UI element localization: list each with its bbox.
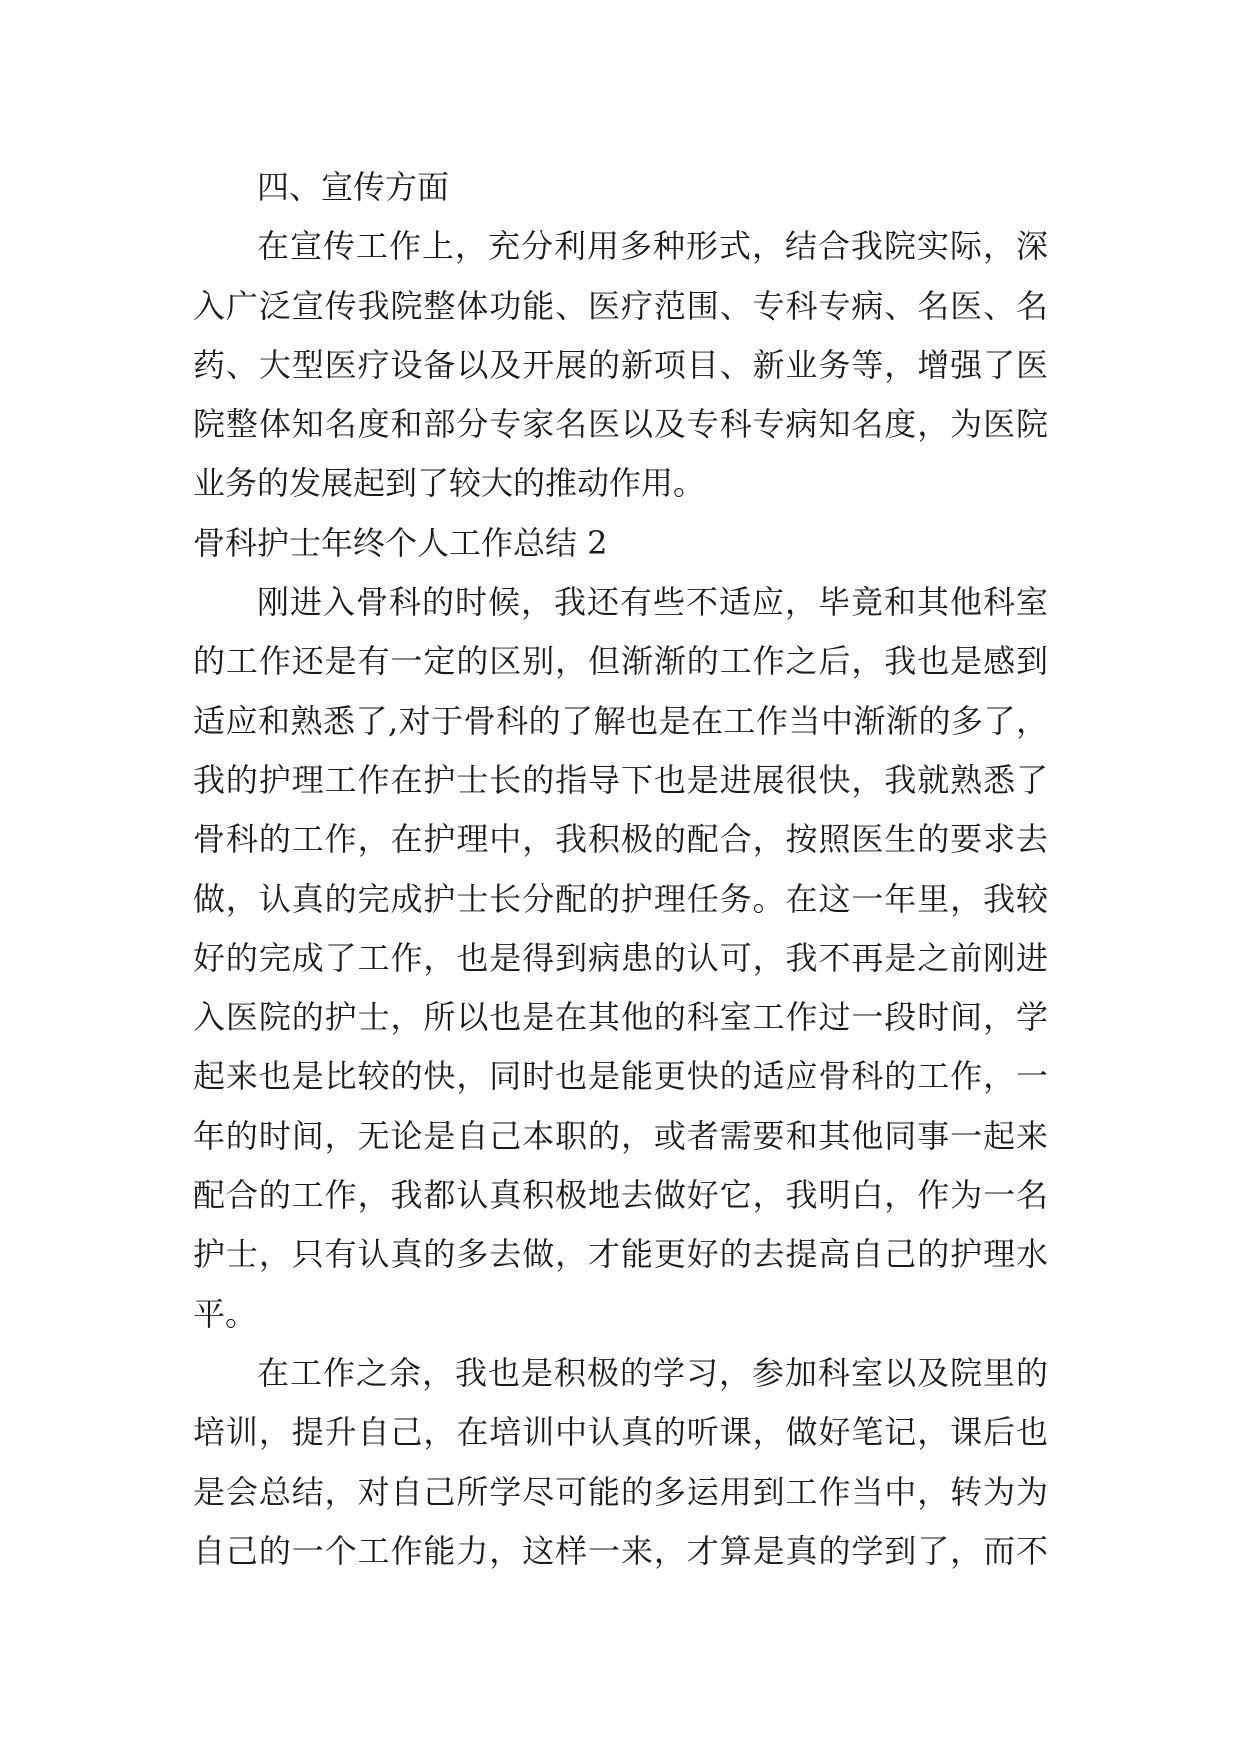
paragraph-line: 的工作还是有一定的区别，但渐渐的工作之后，我也是感到 [193,642,1048,681]
paragraph-line: 院整体知名度和部分专家名医以及专科专病知名度，为医院 [193,405,1048,444]
paragraph-line: 业务的发展起到了较大的推动作用。 [193,464,706,503]
paragraph-line: 刚进入骨科的时候，我还有些不适应，毕竟和其他科室 [257,583,1048,622]
paragraph-line: 药、大型医疗设备以及开展的新项目、新业务等，增强了医 [193,345,1048,384]
paragraph-line: 平。 [193,1294,258,1333]
section-heading: 四、宣传方面 [257,168,450,206]
document-page [193,158,1048,1581]
paragraph-line: 自己的一个工作能力，这样一来，才算是真的学到了，而不 [193,1531,1048,1570]
paragraph-line: 是会总结，对自己所学尽可能的多运用到工作当中，转为为 [193,1472,1048,1511]
paragraph-line: 我的护理工作在护士长的指导下也是进展很快，我就熟悉了 [193,760,1048,799]
article-title: 骨科护士年终个人工作总结 2 [193,523,608,562]
paragraph-line: 好的完成了工作，也是得到病患的认可，我不再是之前刚进 [193,938,1048,977]
paragraph-line: 培训，提升自己，在培训中认真的听课，做好笔记，课后也 [193,1413,1048,1452]
paragraph-line: 入医院的护士，所以也是在其他的科室工作过一段时间，学 [193,998,1048,1037]
paragraph-line: 适应和熟悉了,对于骨科的了解也是在工作当中渐渐的多了， [193,701,1048,740]
paragraph-line: 入广泛宣传我院整体功能、医疗范围、专科专病、名医、名 [193,286,1048,325]
paragraph-line: 骨科的工作，在护理中，我积极的配合，按照医生的要求去 [193,820,1048,859]
paragraph-line: 配合的工作，我都认真积极地去做好它，我明白，作为一名 [193,1176,1048,1215]
paragraph-line: 起来也是比较的快，同时也是能更快的适应骨科的工作，一 [193,1057,1048,1096]
paragraph-line: 做，认真的完成护士长分配的护理任务。在这一年里，我较 [193,879,1048,918]
paragraph-line: 年的时间，无论是自己本职的，或者需要和其他同事一起来 [193,1116,1048,1155]
paragraph-line: 在工作之余，我也是积极的学习，参加科室以及院里的 [257,1353,1048,1392]
paragraph-line: 护士，只有认真的多去做，才能更好的去提高自己的护理水 [193,1235,1048,1274]
paragraph-line: 在宣传工作上，充分利用多种形式，结合我院实际，深 [257,227,1048,266]
